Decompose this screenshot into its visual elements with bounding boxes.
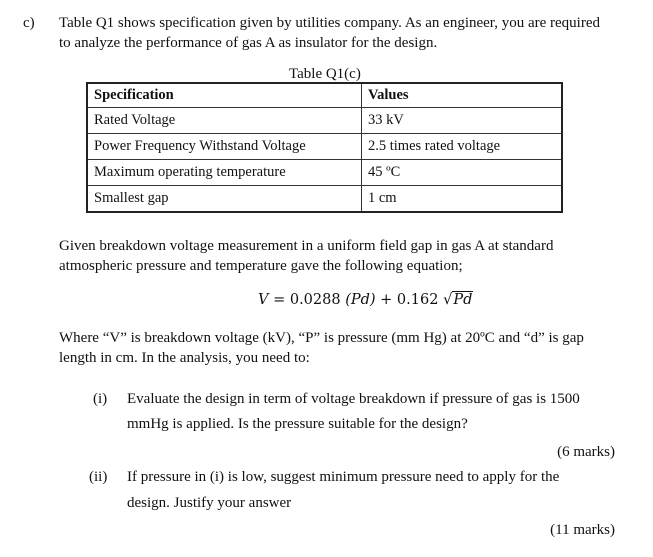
table-row [87, 186, 562, 213]
spec-cell: Power Frequency Withstand Voltage [87, 134, 362, 160]
value-cell: 1 cm [362, 186, 563, 213]
spec-cell: Rated Voltage [87, 108, 362, 134]
table-row [87, 134, 562, 160]
square-root [443, 290, 473, 310]
part-text-line-2: mmHg is applied. Is the pressure suitable for the design? [127, 416, 468, 432]
where-line-1: Where “V” is breakdown voltage (kV), “P” is pressure (mm Hg) at 20ºC and “d” is gap [59, 330, 584, 346]
table-caption: Table Q1(c) [289, 66, 361, 82]
equation-plus: + 0.162 [375, 292, 444, 308]
intro-line-1: Table Q1 shows specification given by utilities company. As an engineer, you are required [59, 15, 600, 31]
equation-radicand: Pd [453, 292, 473, 308]
equation-lhs: V [258, 292, 269, 308]
table-row [87, 108, 562, 134]
given-line-1: Given breakdown voltage measurement in a uniform field gap in gas A at standard [59, 238, 554, 254]
table-row [87, 160, 562, 186]
given-line-2: atmospheric pressure and temperature gave the following equation; [59, 258, 463, 274]
question-label: c) [23, 15, 35, 31]
specification-table [86, 82, 563, 213]
where-line-2: length in cm. In the analysis, you need to: [59, 350, 310, 366]
spec-cell: Smallest gap [87, 186, 362, 213]
part-number: (i) [93, 391, 108, 407]
root-symbol: √ [443, 292, 453, 308]
part-number: (ii) [89, 469, 108, 485]
equation-equals: = 0.0288 [268, 292, 346, 308]
value-cell: 2.5 times rated voltage [362, 134, 563, 160]
header-values: Values [362, 83, 563, 108]
intro-line-2: to analyze the performance of gas A as insulator for the design. [59, 35, 438, 51]
part-marks: (6 marks) [557, 444, 615, 460]
value-cell: 45 ºC [362, 160, 563, 186]
header-specification: Specification [87, 83, 362, 108]
breakdown-equation [258, 290, 473, 310]
part-marks: (11 marks) [550, 522, 615, 538]
table-header-row [87, 83, 562, 108]
part-text-line-1: If pressure in (i) is low, suggest minimum pressure need to apply for the [127, 469, 560, 485]
part-text-line-2: design. Justify your answer [127, 495, 292, 511]
spec-cell: Maximum operating temperature [87, 160, 362, 186]
part-text-line-1: Evaluate the design in term of voltage breakdown if pressure of gas is 1500 [127, 391, 580, 407]
value-cell: 33 kV [362, 108, 563, 134]
equation-term1: (Pd) [345, 292, 376, 308]
